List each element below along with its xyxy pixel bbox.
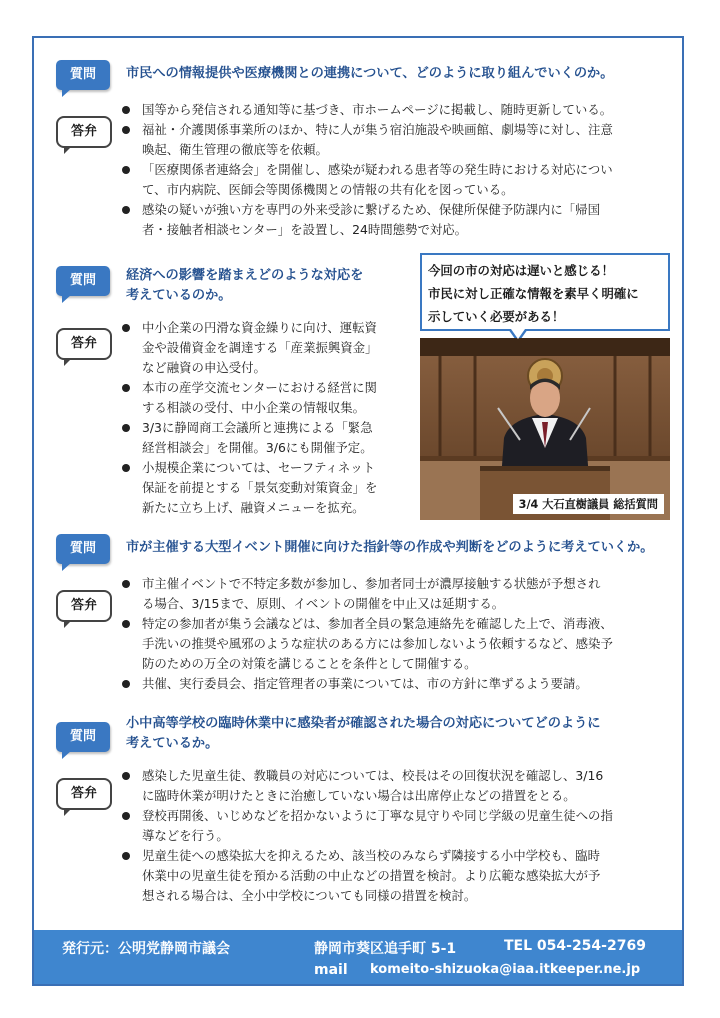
callout-line: 市民に対し正確な情報を素早く明確に <box>428 286 639 301</box>
answer-4-list <box>120 766 680 906</box>
answer-item: 福祉・介護関係事業所のほか、特に人が集う宿泊施設や映画館、劇場等に対し、注意 喚起、衛生管理の徹底等を依頼。 <box>120 120 680 160</box>
photo-caption: 3/4 大石直樹議員 総括質問 <box>513 494 664 514</box>
answer-item: 感染した児童生徒、教職員の対応については、校長はその回復状況を確認し、3/16 に臨時休業が明けたときに治癒していない場合は出席停止などの措置をとる。 <box>120 766 680 806</box>
footer-banner <box>34 930 684 986</box>
answer-badge: 答弁 <box>56 116 112 148</box>
speaker-illustration <box>420 338 670 520</box>
question-badge: 質問 <box>56 534 110 564</box>
question-badge: 質問 <box>56 722 110 752</box>
question-3-line: 市が主催する大型イベント開催に向けた指針等の作成や判断をどのように考えていくか。 <box>126 540 654 555</box>
answer-badge: 答弁 <box>56 778 112 810</box>
answer-item: 「医療関係者連絡会」を開催し、感染が疑われる患者等の発生時における対応につい て、市内病院、医師会等関係機関との情報の共有化を図っている。 <box>120 160 680 200</box>
mail-label: mail <box>314 962 348 978</box>
question-2-line: 考えているのか。 <box>126 288 232 303</box>
answer-item: 特定の参加者が集う会議などは、参加者全員の緊急連絡先を確認した上で、消毒液、 手洗いの推奨や風邪のような症状のある方には参加しないよう依頼するなど、感染予 防のための万全の対策を講じることを条件として開催する。 <box>120 614 680 674</box>
answer-item: 児童生徒への感染拡大を抑えるため、該当校のみならず隣接する小中学校も、臨時 休業中の児童生徒を預かる活動の中止などの措置を検討。より広範な感染拡大が予 想される場合は、全小中学校についても同様の措置を検討。 <box>120 846 680 906</box>
callout-line: 今回の市の対応は遅いと感じる！ <box>428 263 614 278</box>
address-text: 静岡市葵区追手町 5-1 <box>314 941 457 957</box>
question-4-line: 考えているか。 <box>126 736 219 751</box>
answer-item: 中小企業の円滑な資金繰りに向け、運転資 金や設備資金を調達する「産業振興資金」 など融資の申込受付。 <box>120 318 410 378</box>
question-1-line: 市民への情報提供や医療機関との連携について、どのように取り組んでいくのか。 <box>126 66 614 81</box>
answer-badge: 答弁 <box>56 328 112 360</box>
answer-badge: 答弁 <box>56 590 112 622</box>
answer-item: 小規模企業については、セーフティネット 保証を前提とする「景気変動対策資金」を 新たに立ち上げ、融資メニューを拡充。 <box>120 458 410 518</box>
answer-item: 国等から発信される通知等に基づき、市ホームページに掲載し、随時更新している。 <box>120 100 680 120</box>
publisher-text: 発行元：公明党静岡市議会 <box>62 941 230 957</box>
answer-item: 本市の産学交流センターにおける経営に関 する相談の受付、中小企業の情報収集。 <box>120 378 410 418</box>
answer-item: 3/3に静岡商工会議所と連携による「緊急 経営相談会」を開催。3/6にも開催予定。 <box>120 418 410 458</box>
answer-3-list <box>120 574 680 694</box>
callout-line: 示していく必要がある！ <box>428 309 565 324</box>
answer-item: 市主催イベントで不特定多数が参加し、参加者同士が濃厚接触する状態が予想され る場合、3/15まで、原則、イベントの開催を中止又は延期する。 <box>120 574 680 614</box>
answer-item: 共催、実行委員会、指定管理者の事業については、市の方針に準ずるよう要請。 <box>120 674 680 694</box>
question-4-text <box>126 714 600 754</box>
question-3-text <box>126 538 654 558</box>
question-badge: 質問 <box>56 266 110 296</box>
answer-1-list <box>120 100 680 240</box>
answer-2-list <box>120 318 410 518</box>
question-4-line: 小中高等学校の臨時休業中に感染者が確認された場合の対応についてどのように <box>126 716 601 731</box>
speech-callout <box>420 253 670 331</box>
tel-text: TEL 054-254-2769 <box>504 938 646 954</box>
speaker-photo <box>420 338 670 520</box>
answer-item: 感染の疑いが強い方を専門の外来受診に繋げるため、保健所保健予防課内に「帰国 者・接触者相談センター」を設置し、24時間態勢で対応。 <box>120 200 680 240</box>
answer-item: 登校再開後、いじめなどを招かないように丁寧な見守りや同じ学級の児童生徒への指 導などを行う。 <box>120 806 680 846</box>
question-1-text <box>126 64 613 84</box>
question-2-text <box>126 266 363 306</box>
question-2-line: 経済への影響を踏まえどのような対応を <box>126 268 364 283</box>
email-link[interactable]: komeito-shizuoka@iaa.itkeeper.ne.jp <box>370 962 641 977</box>
page-frame <box>32 36 684 986</box>
question-badge: 質問 <box>56 60 110 90</box>
